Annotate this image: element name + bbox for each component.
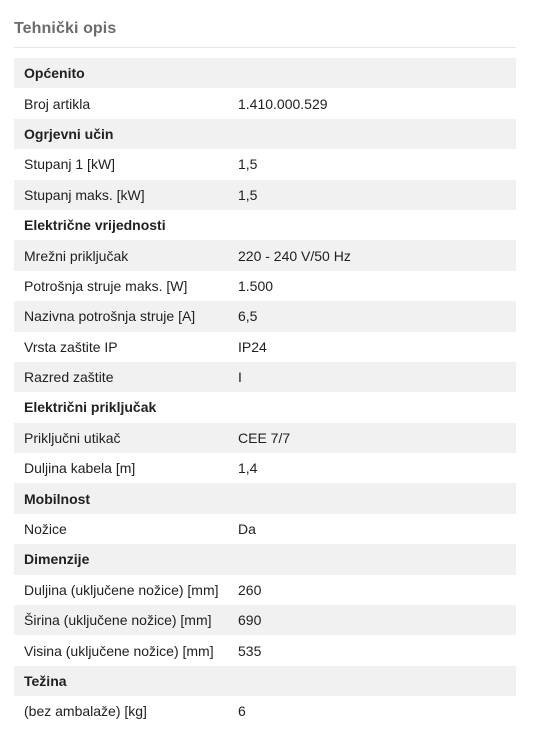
spec-label: Vrsta zaštite IP <box>24 338 118 355</box>
spec-value: 6,5 <box>238 308 258 325</box>
spec-label: Priključni utikač <box>24 429 121 446</box>
spec-label: Stupanj 1 [kW] <box>24 156 116 173</box>
spec-value: CEE 7/7 <box>238 429 291 446</box>
spec-value: 1,5 <box>238 156 258 173</box>
spec-label: Širina (uključene nožice) [mm] <box>24 612 212 629</box>
section-header <box>14 483 516 513</box>
spec-row <box>14 180 516 210</box>
spec-value: Da <box>238 521 256 538</box>
spec-row <box>14 149 516 179</box>
spec-label: Mrežni priključak <box>24 247 129 264</box>
spec-label: Potrošnja struje maks. [W] <box>24 277 188 294</box>
spec-value: IP24 <box>238 338 267 355</box>
spec-value: 1.500 <box>238 277 274 294</box>
spec-label: Duljina kabela [m] <box>24 460 136 477</box>
spec-value: 535 <box>238 642 262 659</box>
spec-label: Duljina (uključene nožice) [mm] <box>24 581 219 598</box>
spec-value: 6 <box>238 703 246 720</box>
section-header <box>14 544 516 574</box>
spec-value: 690 <box>238 612 262 629</box>
spec-label: Visina (uključene nožice) [mm] <box>24 642 214 659</box>
spec-label: (bez ambalaže) [kg] <box>24 703 147 720</box>
section-heading: Ogrjevni učin <box>24 125 114 142</box>
section-heading: Električne vrijednosti <box>24 217 166 234</box>
spec-value: I <box>238 369 242 386</box>
spec-row <box>14 635 516 665</box>
page-title: Tehnički opis <box>14 20 117 37</box>
section-header <box>14 210 516 240</box>
section-heading: Dimenzije <box>24 551 90 568</box>
spec-label: Broj artikla <box>24 95 91 112</box>
section-heading: Općenito <box>24 65 85 82</box>
spec-label: Nožice <box>24 521 67 538</box>
spec-value: 260 <box>238 581 262 598</box>
spec-label: Razred zaštite <box>24 369 114 386</box>
spec-label: Stupanj maks. [kW] <box>24 186 145 203</box>
spec-value: 1,5 <box>238 186 258 203</box>
section-header <box>14 119 516 149</box>
spec-row <box>14 575 516 605</box>
spec-row <box>14 605 516 635</box>
section-header <box>14 392 516 422</box>
spec-label: Nazivna potrošnja struje [A] <box>24 308 196 325</box>
section-heading: Električni priključak <box>24 399 157 416</box>
spec-row <box>14 514 516 544</box>
spec-row <box>14 423 516 453</box>
spec-row <box>14 88 516 118</box>
title-divider <box>14 47 516 48</box>
spec-value: 220 - 240 V/50 Hz <box>238 247 351 264</box>
section-header <box>14 58 516 88</box>
spec-row <box>14 453 516 483</box>
spec-row <box>14 332 516 362</box>
spec-row <box>14 362 516 392</box>
spec-value: 1.410.000.529 <box>238 95 328 112</box>
spec-row <box>14 696 516 726</box>
section-heading: Mobilnost <box>24 490 91 507</box>
spec-table <box>14 58 516 727</box>
section-header <box>14 666 516 696</box>
spec-row <box>14 240 516 270</box>
spec-row <box>14 301 516 331</box>
section-heading: Težina <box>24 673 67 689</box>
spec-row <box>14 271 516 301</box>
spec-value: 1,4 <box>238 460 258 477</box>
